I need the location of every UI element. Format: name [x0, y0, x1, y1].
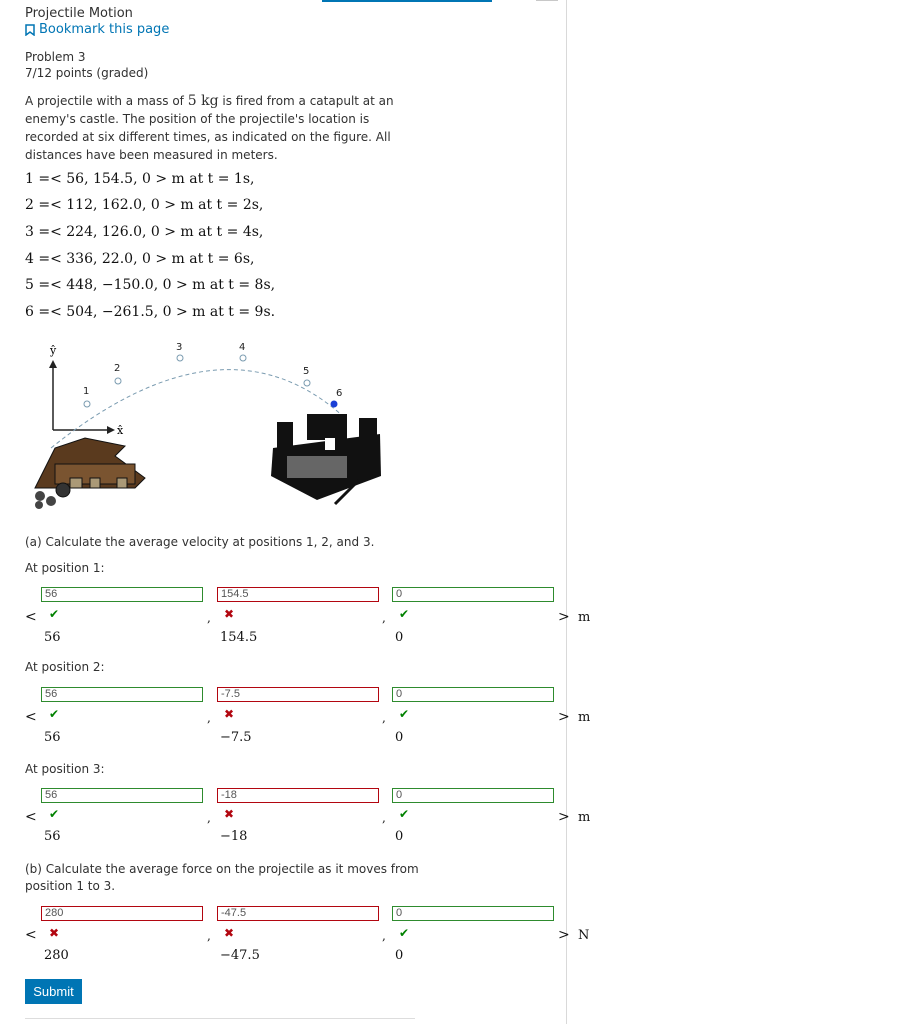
force-z-input[interactable]	[392, 906, 554, 921]
row-3-z-correct-icon: ✔	[399, 807, 410, 821]
row-3-y-preview: −18	[220, 829, 248, 844]
row-1-y-preview: 154.5	[220, 630, 258, 645]
position-line-6: 6 =< 504, −261.5, 0 > m at t = 9s.	[25, 304, 276, 320]
row-1-x-correct-icon: ✔	[49, 607, 60, 621]
row-1-y-input[interactable]	[217, 587, 379, 602]
submit-button[interactable]: Submit	[25, 979, 82, 1004]
point-label-3: 3	[176, 342, 183, 353]
row-3-open-bracket: <	[25, 809, 37, 825]
projectile-figure	[25, 338, 425, 518]
catapult-illustration	[35, 438, 145, 509]
trajectory-point-5	[304, 380, 310, 386]
point-label-1: 1	[83, 386, 90, 397]
castle-illustration	[271, 414, 381, 504]
position-line-2: 2 =< 112, 162.0, 0 > m at t = 2s,	[25, 197, 264, 213]
row-2-y-incorrect-icon: ✖	[224, 707, 235, 721]
row-2-label: At position 2:	[25, 660, 105, 674]
point-label-6: 6	[336, 388, 343, 399]
trajectory-point-4	[240, 355, 246, 361]
row-2-z-input[interactable]	[392, 687, 554, 702]
force-x-incorrect-icon: ✖	[49, 926, 60, 940]
description-start: A projectile with a mass of	[25, 94, 188, 108]
row-1-y-incorrect-icon: ✖	[224, 607, 235, 621]
problem-title: Problem 3	[25, 50, 86, 64]
row-3-comma-2: ,	[382, 811, 386, 825]
problem-description	[25, 92, 405, 164]
row-2-z-correct-icon: ✔	[399, 707, 410, 721]
position-line-3: 3 =< 224, 126.0, 0 > m at t = 4s,	[25, 224, 264, 240]
row-1-label: At position 1:	[25, 561, 105, 575]
force-z-preview: 0	[395, 948, 404, 963]
top-edge-mark	[536, 0, 558, 1]
trajectory-path	[51, 370, 345, 448]
point-label-2: 2	[114, 363, 121, 374]
row-3-unit: m	[578, 810, 591, 825]
row-2-y-input[interactable]	[217, 687, 379, 702]
row-3-y-incorrect-icon: ✖	[224, 807, 235, 821]
axes	[49, 360, 115, 434]
row-3-close-bracket: >	[558, 809, 570, 825]
force-close-bracket: >	[558, 927, 570, 943]
row-1-comma-2: ,	[382, 611, 386, 625]
part-a-question: (a) Calculate the average velocity at positions 1, 2, and 3.	[25, 535, 375, 549]
problem-points: 7/12 points (graded)	[25, 66, 149, 80]
row-2-x-input[interactable]	[41, 687, 203, 702]
row-2-comma-2: ,	[382, 711, 386, 725]
bottom-divider	[25, 1018, 415, 1019]
row-1-unit: m	[578, 610, 591, 625]
force-comma-2: ,	[382, 929, 386, 943]
content-divider	[566, 0, 567, 1024]
trajectory-point-3	[177, 355, 183, 361]
bookmark-link[interactable]	[25, 22, 169, 37]
row-3-y-input[interactable]	[217, 788, 379, 803]
row-1-z-correct-icon: ✔	[399, 607, 410, 621]
mass-value: 5 kg	[187, 93, 219, 109]
row-1-open-bracket: <	[25, 609, 37, 625]
x-axis-label: x̂	[117, 424, 124, 437]
row-3-x-correct-icon: ✔	[49, 807, 60, 821]
row-2-close-bracket: >	[558, 709, 570, 725]
trajectory-point-1	[84, 401, 90, 407]
row-2-comma-1: ,	[207, 711, 211, 725]
point-label-4: 4	[239, 342, 246, 353]
row-2-z-preview: 0	[395, 730, 404, 745]
row-2-open-bracket: <	[25, 709, 37, 725]
row-1-x-input[interactable]	[41, 587, 203, 602]
force-comma-1: ,	[207, 929, 211, 943]
row-3-x-preview: 56	[44, 829, 61, 844]
row-1-z-preview: 0	[395, 630, 404, 645]
force-unit: N	[578, 928, 590, 943]
row-2-x-preview: 56	[44, 730, 61, 745]
row-3-comma-1: ,	[207, 811, 211, 825]
unit-title: Projectile Motion	[25, 6, 133, 21]
force-x-preview: 280	[44, 948, 69, 963]
row-3-z-preview: 0	[395, 829, 404, 844]
force-open-bracket: <	[25, 927, 37, 943]
row-1-z-input[interactable]	[392, 587, 554, 602]
description-end: is fired from a catapult at an enemy's castle. The position of the projectile's location is recorded at six different times, as indicated on the figure. All distances have been measured in meters.	[25, 94, 394, 162]
row-1-x-preview: 56	[44, 630, 61, 645]
position-line-4: 4 =< 336, 22.0, 0 > m at t = 6s,	[25, 251, 255, 267]
force-z-correct-icon: ✔	[399, 926, 410, 940]
force-y-input[interactable]	[217, 906, 379, 921]
row-1-comma-1: ,	[207, 611, 211, 625]
row-2-y-preview: −7.5	[220, 730, 252, 745]
row-2-x-correct-icon: ✔	[49, 707, 60, 721]
top-progress-bar	[322, 0, 492, 2]
row-3-x-input[interactable]	[41, 788, 203, 803]
trajectory-point-6	[331, 401, 338, 408]
position-line-1: 1 =< 56, 154.5, 0 > m at t = 1s,	[25, 171, 255, 187]
force-x-input[interactable]	[41, 906, 203, 921]
row-3-label: At position 3:	[25, 762, 105, 776]
row-3-z-input[interactable]	[392, 788, 554, 803]
trajectory-point-2	[115, 378, 121, 384]
force-y-incorrect-icon: ✖	[224, 926, 235, 940]
row-2-unit: m	[578, 710, 591, 725]
force-y-preview: −47.5	[220, 948, 260, 963]
position-line-5: 5 =< 448, −150.0, 0 > m at t = 8s,	[25, 277, 276, 293]
y-axis-label: ŷ	[50, 344, 57, 357]
row-1-close-bracket: >	[558, 609, 570, 625]
part-b-question: (b) Calculate the average force on the projectile as it moves from position 1 to 3.	[25, 862, 419, 893]
point-label-5: 5	[303, 366, 310, 377]
bookmark-icon	[25, 24, 35, 36]
bookmark-label: Bookmark this page	[39, 22, 170, 37]
